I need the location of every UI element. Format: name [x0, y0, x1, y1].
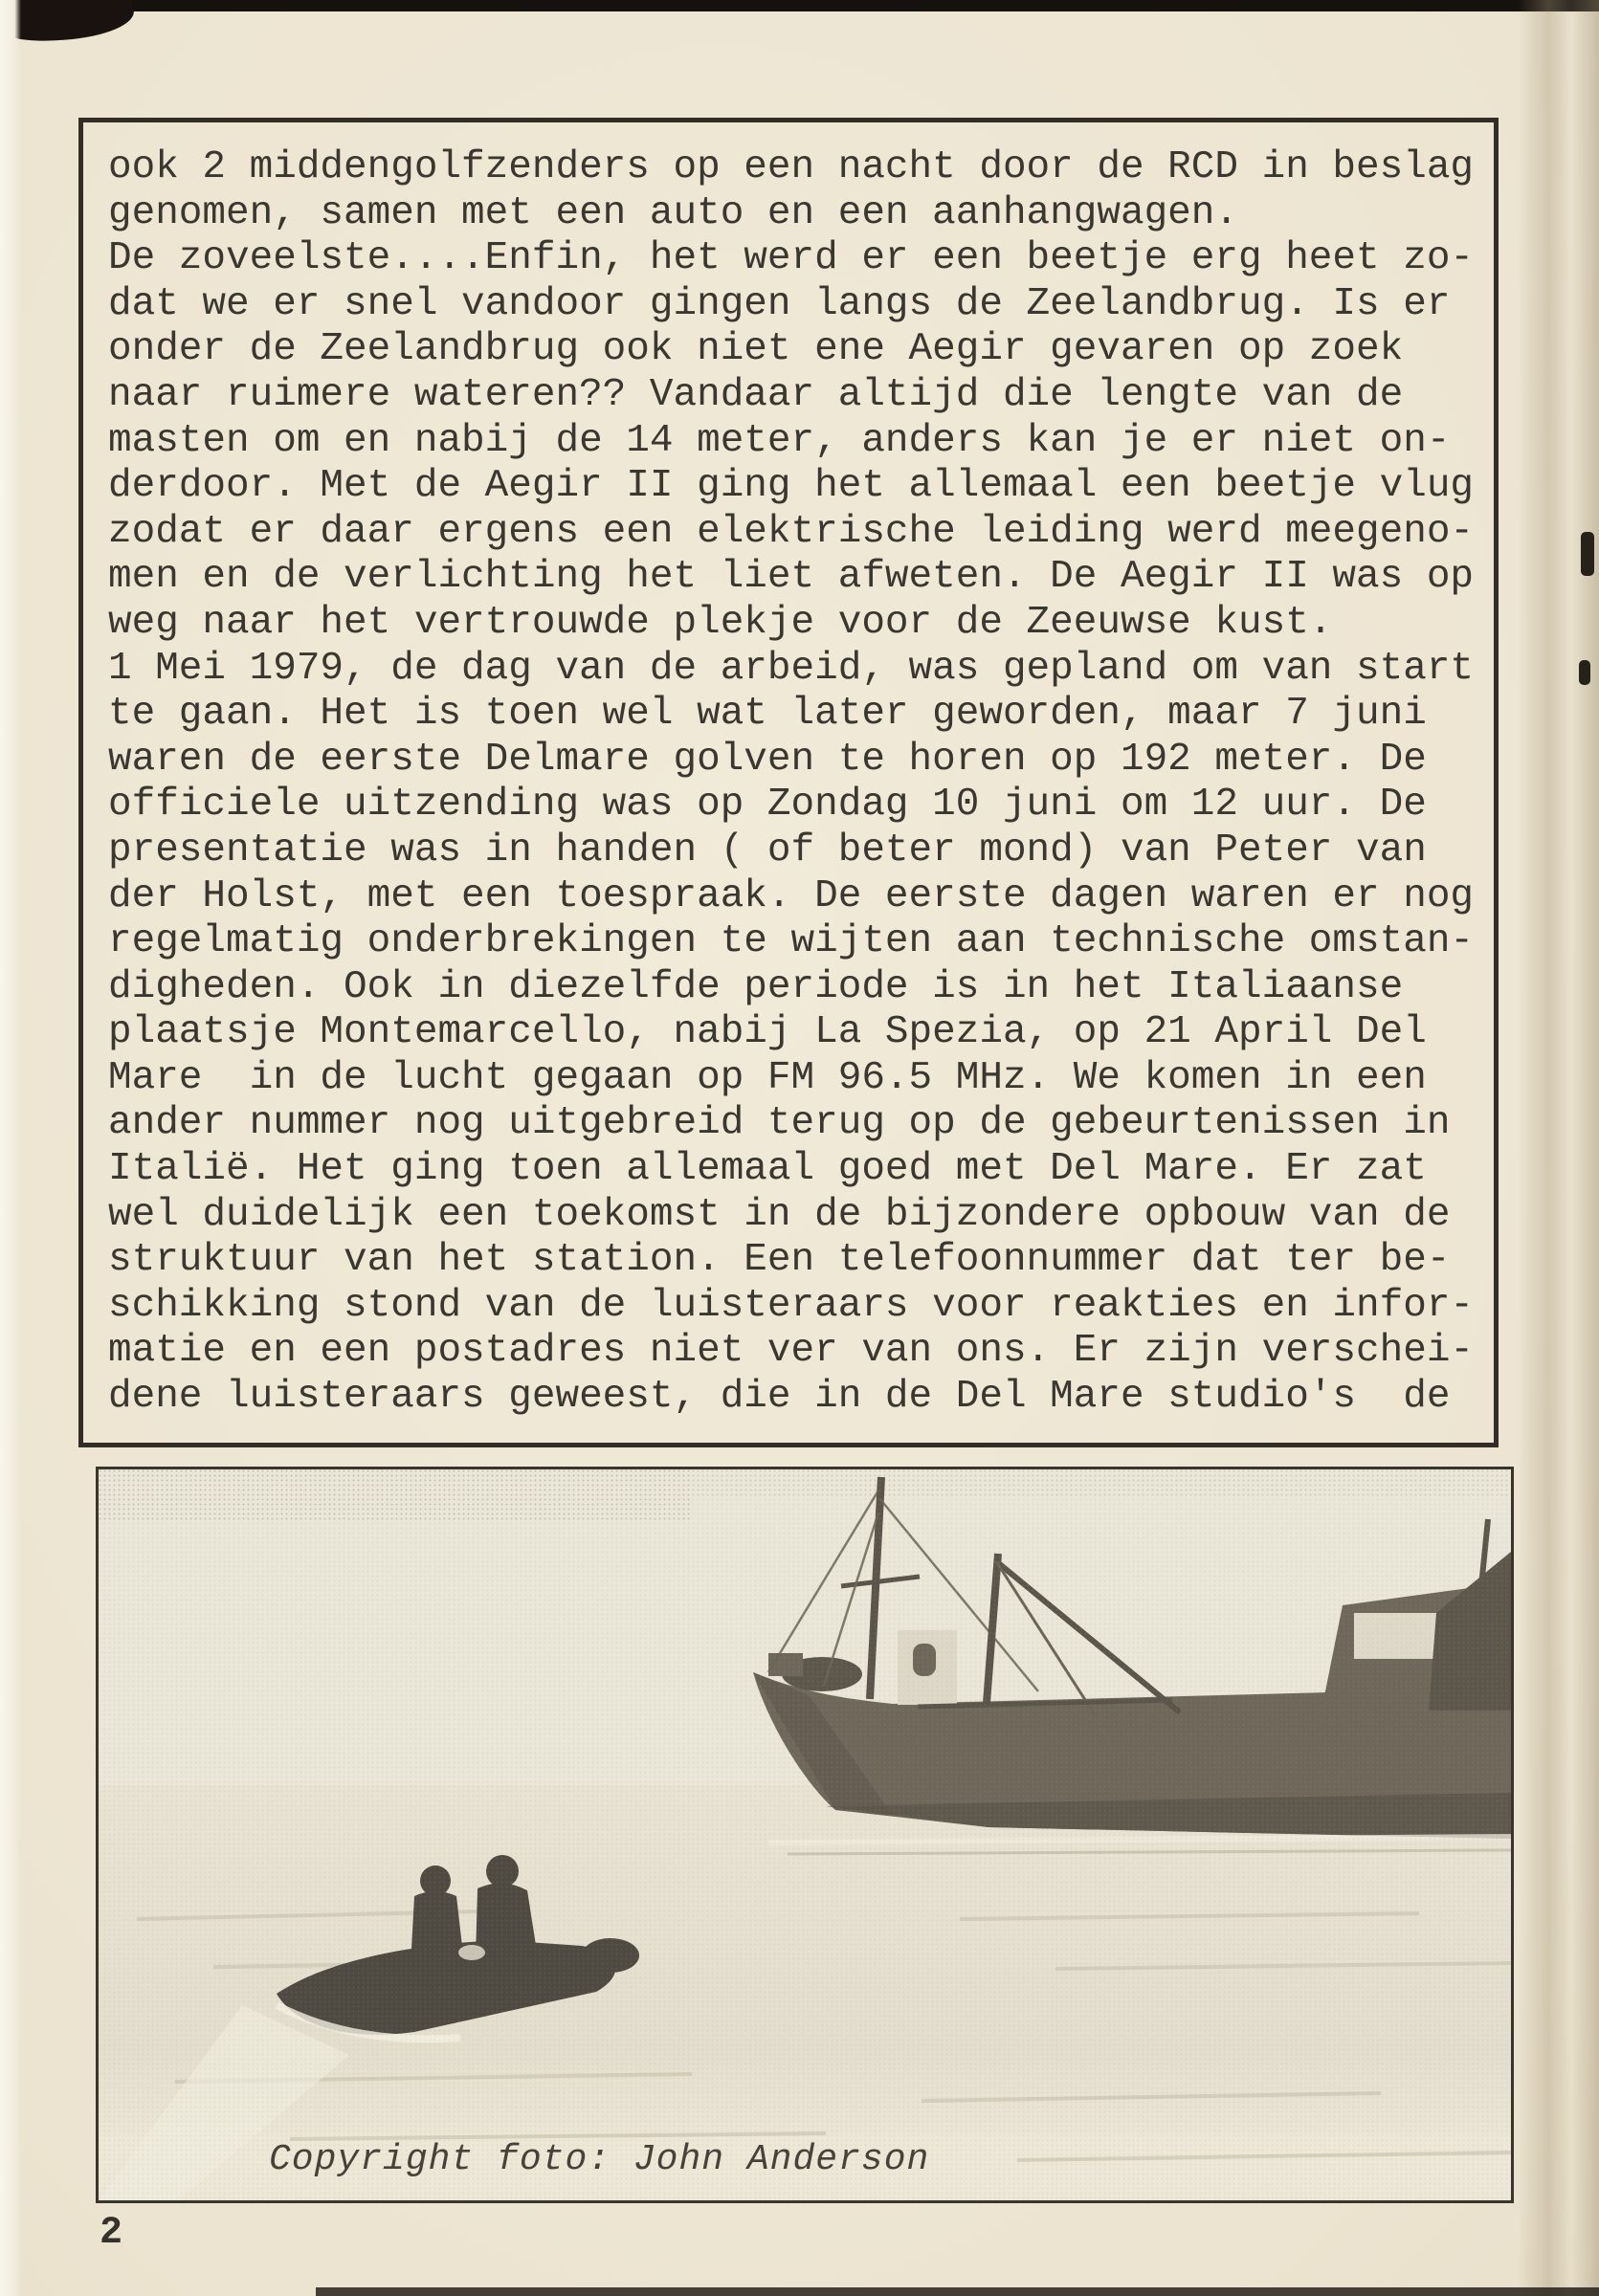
text-line: regelmatig onderbrekingen te wijten aan technische omstan- [108, 919, 1475, 964]
text-line: dene luisteraars geweest, die in de Del Mare studio's de [108, 1375, 1451, 1420]
page-number: 2 [100, 2212, 123, 2255]
scan-speck [1581, 532, 1594, 576]
scan-speck [1579, 660, 1590, 685]
article-text-box [78, 118, 1499, 1447]
text-line: waren de eerste Delmare golven te horen op 192 meter. De [108, 737, 1427, 782]
text-line: Italië. Het ging toen allemaal goed met Del Mare. Er zat [108, 1147, 1427, 1192]
text-line: Mare in de lucht gegaan op FM 96.5 MHz. We komen in een [108, 1055, 1427, 1100]
text-line: onder de Zeelandbrug ook niet ene Aegir gevaren op zoek [108, 327, 1404, 372]
text-line: te gaan. Het is toen wel wat later geworden, maar 7 juni [108, 692, 1427, 737]
paper-fold-shadow [1518, 0, 1599, 2296]
text-line: men en de verlichting het liet afweten. De Aegir II was op [108, 555, 1475, 600]
text-line: masten om en nabij de 14 meter, anders kan je er niet on- [108, 418, 1451, 463]
text-line: derdoor. Met de Aegir II ging het allemaal een beetje vlug [108, 464, 1475, 509]
text-line: presentatie was in handen ( of beter mond) van Peter van [108, 828, 1427, 872]
text-line: der Holst, met een toespraak. De eerste dagen waren er nog [108, 873, 1475, 918]
text-line: digheden. Ook in diezelfde periode is in het Italiaanse [108, 964, 1404, 1009]
text-line: officiele uitzending was op Zondag 10 juni om 12 uur. De [108, 783, 1427, 828]
scan-edge-bottom [316, 2287, 1599, 2296]
text-line: genomen, samen met een auto en een aanhangwagen. [108, 190, 1238, 235]
paper-left-edge [0, 0, 21, 2296]
text-line: ook 2 middengolfzenders op een nacht door de RCD in beslag [108, 145, 1475, 189]
text-line: weg naar het vertrouwde plekje voor de Zeeuwse kust. [108, 600, 1333, 645]
text-line: ander nummer nog uitgebreid terug op de gebeurtenissen in [108, 1101, 1451, 1146]
photo-frame [96, 1467, 1514, 2203]
text-line: De zoveelste....Enfin, het werd er een beetje erg heet zo- [108, 236, 1475, 281]
text-line: plaatsje Montemarcello, nabij La Spezia, op 21 April Del [108, 1010, 1427, 1055]
text-line: dat we er snel vandoor gingen langs de Zeelandbrug. Is er [108, 281, 1451, 326]
text-line: zodat er daar ergens een elektrische leiding werd meegeno- [108, 509, 1475, 554]
sea-photo-illustration [99, 1469, 1511, 2200]
text-line: 1 Mei 1979, de dag van de arbeid, was gepland om van start [108, 646, 1475, 691]
text-line: schikking stond van de luisteraars voor reakties en infor- [108, 1283, 1475, 1328]
text-line: naar ruimere wateren?? Vandaar altijd die lengte van de [108, 372, 1404, 417]
text-line: matie en een postadres niet ver van ons. Er zijn verschei- [108, 1329, 1475, 1374]
scan-edge-top [0, 0, 1599, 11]
text-line: wel duidelijk een toekomst in de bijzondere opbouw van de [108, 1192, 1451, 1237]
text-line: struktuur van het station. Een telefoonnummer dat ter be- [108, 1238, 1451, 1283]
photo-caption: Copyright foto: John Anderson [269, 2139, 930, 2180]
